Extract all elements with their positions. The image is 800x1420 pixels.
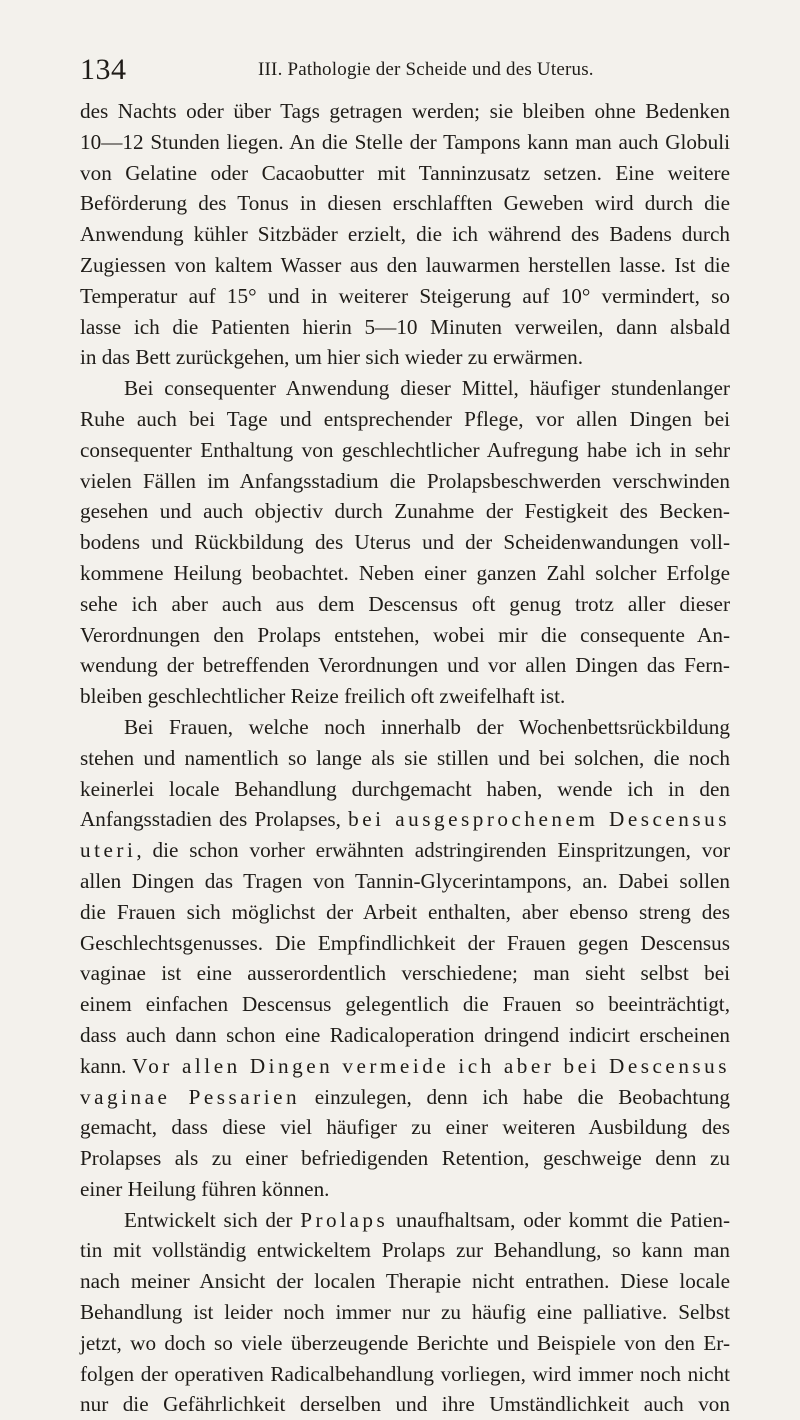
text-line: einem einfachen Descensus gelegentlich die Frauen so beeinträchtigt, bbox=[80, 992, 730, 1017]
text-line: folgen der operativen Radicalbehandlung vorliegen, wird immer noch nicht bbox=[80, 1361, 730, 1386]
text-line: sehe ich aber auch aus dem Descensus oft genug trotz aller dieser bbox=[80, 591, 730, 616]
body-text bbox=[80, 96, 730, 1420]
text-line: die Frauen sich möglichst der Arbeit enthalten, aber ebenso streng des bbox=[80, 899, 730, 924]
page-number: 134 bbox=[80, 53, 127, 86]
text-line: vaginae Pessarien einzulegen, denn ich habe die Beobachtung bbox=[80, 1084, 730, 1109]
spaced-emphasis: Prolaps bbox=[300, 1207, 389, 1232]
text-line: jetzt, wo doch so viele überzeugende Berichte und Beispiele von den Er- bbox=[80, 1330, 730, 1355]
text-line: wendung der betreffenden Verordnungen und vor allen Dingen das Fern- bbox=[80, 653, 730, 678]
text-line: bleiben geschlechtlicher Reize freilich oft zweifelhaft ist. bbox=[80, 684, 566, 709]
text-line: uteri, die schon vorher erwähnten adstringirenden Einspritzungen, vor bbox=[80, 838, 730, 863]
text-line: 10—12 Stunden liegen. An die Stelle der Tampons kann man auch Globuli bbox=[80, 129, 730, 154]
text-line: consequenter Enthaltung von geschlechtlicher Aufregung habe ich in sehr bbox=[80, 437, 730, 462]
text-line: gemacht, dass diese viel häufiger zu einer weiteren Ausbildung des bbox=[80, 1115, 730, 1140]
text-line: Bei Frauen, welche noch innerhalb der Wochenbettsrückbildung bbox=[124, 714, 730, 739]
text-line: tin mit vollständig entwickeltem Prolaps zur Behandlung, so kann man bbox=[80, 1238, 730, 1263]
text-line: des Nachts oder über Tags getragen werden; sie bleiben ohne Bedenken bbox=[80, 99, 730, 123]
text-line: Bei consequenter Anwendung dieser Mittel, häufiger stundenlanger bbox=[124, 376, 730, 401]
text-line: stehen und namentlich so lange als sie stillen und bei solchen, die noch bbox=[80, 745, 730, 770]
text-line: Verordnungen den Prolaps entstehen, wobei mir die consequente An- bbox=[80, 622, 730, 647]
text-line: lasse ich die Patienten hierin 5—10 Minuten verweilen, dann alsbald bbox=[80, 314, 730, 339]
text-line: Prolapses als zu einer befriedigenden Retention, geschweige denn zu bbox=[80, 1146, 730, 1171]
text-line: in das Bett zurückgehen, um hier sich wieder zu erwärmen. bbox=[80, 345, 584, 370]
text-line: nach meiner Ansicht der localen Therapie nicht entrathen. Diese locale bbox=[80, 1269, 730, 1294]
text-line: keinerlei locale Behandlung durchgemacht haben, wende ich in den bbox=[80, 776, 730, 801]
text-line: bodens und Rückbildung des Uterus und der Scheidenwandungen voll- bbox=[80, 530, 730, 555]
spaced-emphasis: Vor allen Dingen vermeide ich aber bei Descensus bbox=[132, 1053, 730, 1078]
text-line: allen Dingen das Tragen von Tannin-Glycerintampons, an. Dabei sollen bbox=[80, 868, 730, 893]
text-line: kann. Vor allen Dingen vermeide ich aber bei Descensus bbox=[80, 1053, 730, 1078]
text-line: von Gelatine oder Cacaobutter mit Tanninzusatz setzen. Eine weitere bbox=[80, 160, 730, 185]
text-line: Anfangsstadien des Prolapses, bei ausgesprochenem Descensus bbox=[80, 807, 730, 832]
text-line: Beförderung des Tonus in diesen erschlafften Geweben wird durch die bbox=[80, 191, 730, 216]
spaced-emphasis: vaginae Pessarien bbox=[80, 1084, 301, 1109]
page-header bbox=[80, 50, 730, 90]
text-line: Geschlechtsgenusses. Die Empfindlichkeit der Frauen gegen Descensus bbox=[80, 930, 730, 955]
running-title: III. Pathologie der Scheide und des Uterus. bbox=[258, 59, 594, 80]
text-line: Anwendung kühler Sitzbäder erzielt, die ich während des Badens durch bbox=[80, 222, 730, 247]
text-line: Entwickelt sich der Prolaps unaufhaltsam, oder kommt die Patien- bbox=[124, 1207, 730, 1232]
text-line: Behandlung ist leider noch immer nur zu häufig eine palliative. Selbst bbox=[80, 1300, 730, 1325]
text-line: dass auch dann schon eine Radicaloperation dringend indicirt erscheinen bbox=[80, 1022, 730, 1047]
text-line: Zugiessen von kaltem Wasser aus den lauwarmen herstellen lasse. Ist die bbox=[80, 252, 730, 277]
text-line: einer Heilung führen können. bbox=[80, 1176, 330, 1201]
spaced-emphasis: uteri bbox=[80, 838, 137, 863]
text-line: nur die Gefährlichkeit derselben und ihre Umständlichkeit auch von bbox=[80, 1392, 730, 1417]
text-line: vaginae ist eine ausserordentlich verschiedene; man sieht selbst bei bbox=[80, 961, 730, 986]
spaced-emphasis: bei ausgesprochenem Descensus bbox=[348, 807, 730, 832]
text-line: kommene Heilung beobachtet. Neben einer ganzen Zahl solcher Erfolge bbox=[80, 560, 730, 585]
text-line: Ruhe auch bei Tage und entsprechender Pflege, vor allen Dingen bei bbox=[80, 406, 730, 431]
text-line: vielen Fällen im Anfangsstadium die Prolapsbeschwerden verschwinden bbox=[80, 468, 730, 493]
text-line: Temperatur auf 15° und in weiterer Steigerung auf 10° vermindert, so bbox=[80, 283, 730, 308]
text-line: gesehen und auch objectiv durch Zunahme der Festigkeit des Becken- bbox=[80, 499, 730, 524]
